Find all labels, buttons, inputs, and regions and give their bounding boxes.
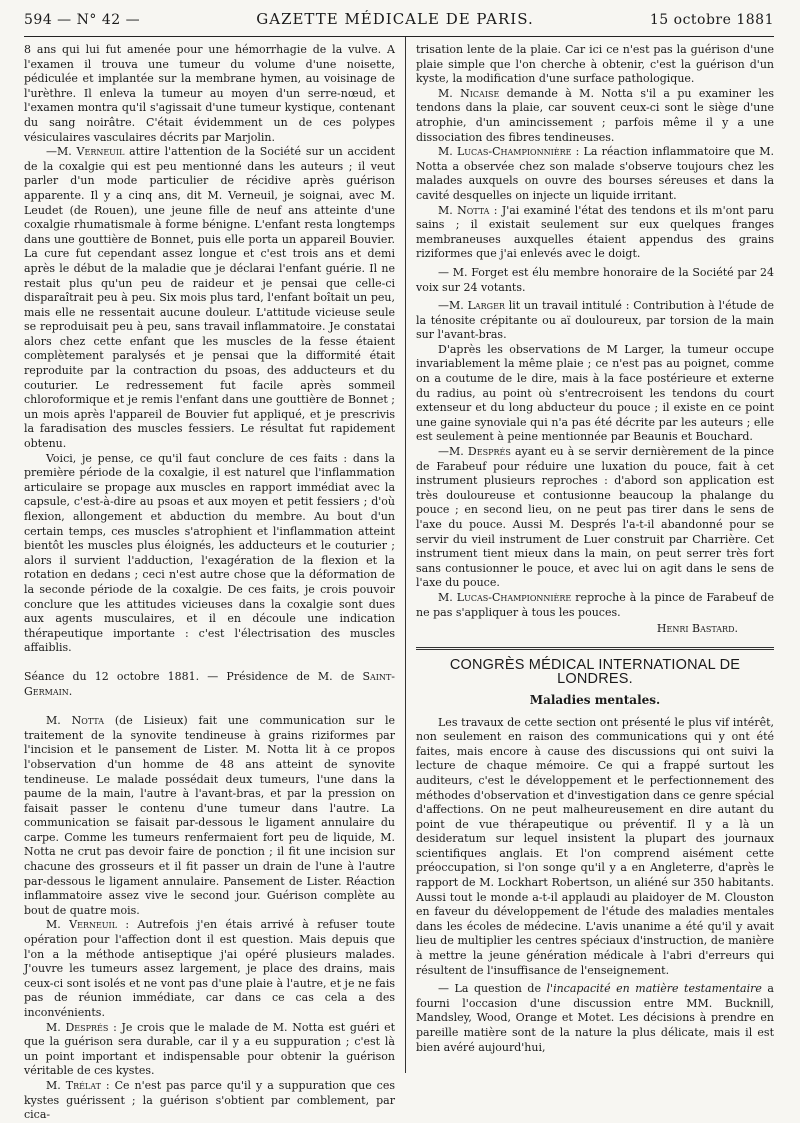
section-rule-top xyxy=(416,647,774,648)
paragraph xyxy=(416,299,774,343)
page-header xyxy=(24,10,774,32)
paragraph: Les travaux de cette section ont présenté le plus vif intérêt, non seulement en raison des communications qui y ont été faites, mais encore à cause des discussions qui ont suivi la lecture de chaque mémoire. Ce qui a frappé surtout les auditeurs, c'est le développement et le perfectionnement des méthodes d'observation et d'investigation dans ce genre spécial d'affections. On ne peut malheureusement en dire autant du point de vue thérapeutique ou préventif. Il y a là un desideratum sur lequel insistent la plupart des journaux scientifiques anglais. Et l'on comprend aisément cette préoccupation, si l'on songe qu'il y a en Angleterre, d'après le rapport de M. Lockhart Robertson, un aliéné sur 350 habitants. Aussi tout le monde a-t-il applaudi au plaidoyer de M. Clouston en faveur du développement de l'étude des maladies mentales dans les écoles de médecine. L'avis unanime a été qu'il y avait lieu de multiplier les centres spéciaux d'instruction, de manière à mettre la jeune génération médicale à l'abri d'erreurs qui résultent de l'insuffisance de l'enseignement. xyxy=(416,715,774,977)
paragraph xyxy=(24,145,395,451)
session-heading-text: Séance du 12 octobre 1881. — Présidence de M. de xyxy=(24,669,363,683)
paragraph-text: lit un travail intitulé : Contribution à l'étude de la ténosite crépitante ou aï douloureux, par torsion de la main sur l'avant-bras. xyxy=(416,299,774,342)
speaker-name: M. Lucas-Championnière : xyxy=(438,145,580,159)
paragraph: Voici, je pense, ce qu'il faut conclure de ces faits : dans la première période de la coxalgie, il est naturel que l'inflammation articulaire se propage aux muscles en rapport immédiat avec la capsule, c'est-à-dire au psoas et aux moyen et petit fessiers ; d'où flexion, allongement et abduction du membre. Au bout d'un certain temps, ces muscles s'atrophient et l'inflammation atteint bientôt les muscles plus éloignés, les adducteurs et le couturier ; alors il survient l'adduction, l'exagération de la flexion et la rotation en dedans ; ceci n'est autre chose que la déformation de la seconde période de la coxalgie. De ces faits, je crois pouvoir conclure que les attitudes vicieuses dans la coxalgie sont dues aux agents musculaires, et il en découle une indication thérapeutique importante : c'est l'électrisation des muscles affaiblis. xyxy=(24,451,395,655)
session-heading xyxy=(24,670,395,699)
speaker-name: —M. Larger xyxy=(438,299,505,313)
paragraph xyxy=(416,145,774,203)
speaker-name: M. Després : xyxy=(46,1020,117,1034)
paragraph xyxy=(24,1079,395,1123)
issue-date: 15 octobre 1881 xyxy=(649,12,774,28)
section-subtitle: Maladies mentales. xyxy=(529,692,661,707)
speaker-name: —M. Després xyxy=(438,445,511,459)
speaker-name: M. Notta xyxy=(46,714,104,728)
paragraph-text: demande à M. Notta s'il a pu examiner les tendons dans la plaie, car souvent ceux-ci sont le siège d'une atrophie, d'un amincissement ; parfois même il y a une dissociation des fibres tendineuses. xyxy=(416,86,775,144)
speaker-name: M. Trélat : xyxy=(46,1078,110,1092)
paragraph-text: (de Lisieux) fait une communication sur le traitement de la synovite tendineuse à grains riziformes par l'incision et le pansement de Lister. M. Notta lit à ce propos l'observation d'un homme de 48 ans atteint de synovite tendineuse. Le malade possédait deux tumeurs, l'une dans la paume de la main, l'autre à l'avant-bras, et par la pression on faisait passer le contenu d'une tumeur dans l'autre. La communication se faisait par-dessous le ligament annulaire du carpe. Comme les tumeurs renfermaient fort peu de liquide, M. Notta ne crut pas devoir faire de ponction ; il fit une incision sur chacune des grosseurs et il fit passer un drain de l'une à l'autre par-dessous le ligament annulaire. Pansement de Lister. Réaction inflammatoire assez vive le second jour. Guérison complète au bout de quatre mois. xyxy=(24,714,395,917)
paragraph xyxy=(24,918,395,1020)
paragraph-text: Autrefois j'en étais arrivé à refuser toute opération pour l'affection dont il est question. Mais depuis que l'on a la méthode antiseptique j'ai opéré plusieurs malades. J'ouvre les tumeurs assez largement, je place des drains, mais ceux-ci sont isolés et ne vont pas d'une plaie à l'autre, et je ne fais pas de réunion immédiate, car dans ce cas cela a des inconvénients. xyxy=(24,918,395,1019)
page-number: 594 — N° 42 — xyxy=(24,12,141,28)
paragraph xyxy=(24,714,395,918)
right-column xyxy=(405,37,774,1073)
emphasis-text: l'incapacité en matière testamentaire xyxy=(546,982,762,996)
paragraph: D'après les observations de M Larger, la tumeur occupe invariablement la même plaie ; ce n'est pas au poignet, comme on a coutume de le dire, mais à la face postérieure et externe du radius, au point où s'entrecroisent les tendons du court extenseur et du long abducteur du pouce ; il existe en ce point une gaine synoviale qui n'a pas été décrite par les auteurs ; elle est seulement à peine mentionnée par Beaunis et Bouchard. xyxy=(416,342,774,444)
paragraph xyxy=(416,591,774,620)
paragraph: 8 ans qui lui fut amenée pour une hémorrhagie de la vulve. A l'examen il trouva une tumeur du volume d'une noisette, pédiculée et implantée sur la membrane hymen, au voisinage de l'urèthre. Il enleva la tumeur au moyen d'un serre-nœud, et l'examen montra qu'il s'agissait d'une tumeur kystique, contenant du sang noirâtre. C'était évidemment un de ces polypes vésiculaires vasculaires décrits par Marjolin. xyxy=(24,43,395,144)
journal-title: GAZETTE MÉDICALE DE PARIS. xyxy=(256,10,534,28)
paragraph xyxy=(416,445,774,591)
speaker-name: M. Verneuil : xyxy=(46,918,130,932)
paragraph-text: attire l'attention de la Société sur un accident de la coxalgie qui est peu mentionné dans les auteurs ; il veut parler d'un mode particulier de récidive après guérison apparente. Il y a cinq ans, dit M. Verneuil, je soignai, avec M. Leudet (de Rouen), une jeune fille de neuf ans atteinte d'une coxalgie rhumatismale à forme bénigne. L'enfant resta longtemps dans une gouttière de Bonnet, puis elle porta un appareil Bouvier. La cure fut cependant assez longue et c'est trois ans et demi après le début de la maladie que je déclarai l'enfant guérie. Il ne restait plus qu'un peu de raideur et je pensai que celle-ci disparaîtrait peu à peu. Six mois plus tard, l'enfant boîtait un peu, mais elle ne ressentait aucune douleur. L'attitude vicieuse seule se reproduisait peu à peu, sans travail inflammatoire. Je constatai alors chez cette enfant que les muscles de la fesse étaient complètement paralysés et je pensai que la difformité était reproduite par la contraction du psoas, des adducteurs et du couturier. Le redressement fut facile après sommeil chloroformique et je remis l'enfant dans une gouttière de Bonnet ; un mois après l'appareil de Bouvier fut appliqué, et je prescrivis la faradisation des muscles fessiers. Le résultat fut rapidement obtenu. xyxy=(24,145,395,451)
paragraph xyxy=(416,204,774,262)
speaker-name: M. Nicaise xyxy=(438,86,500,100)
paragraph xyxy=(416,87,774,145)
paragraph-text: reproche à la pince de Farabeuf de ne pas s'appliquer à tous les pouces. xyxy=(416,590,774,619)
paragraph-text: a fourni l'occasion d'une discussion entre MM. Bucknill, Mandsley, Wood, Orange et Motet. Les décisions à prendre en pareille matière sont de la nature la plus délicate, mais il est bien avéré aujourd'hui, xyxy=(416,982,774,1054)
speaker-name: M. Lucas-Championnière xyxy=(438,590,572,604)
spacer xyxy=(24,656,395,664)
paragraph: trisation lente de la plaie. Car ici ce n'est pas la guérison d'une plaie simple que l'on cherche à obtenir, c'est la guérison d'un kyste, la modification d'une surface pathologique. xyxy=(416,43,774,86)
paragraph xyxy=(24,1021,395,1079)
paragraph-text: J'ai examiné l'état des tendons et ils m'ont paru sains ; il existait seulement sur eux quelques franges membraneuses auxquelles étaient appendus des grains riziformes que j'ai enlevés avec le doigt. xyxy=(416,203,774,261)
left-column xyxy=(24,37,405,1122)
columns xyxy=(24,37,775,1122)
paragraph-text: Ce n'est pas parce qu'il y a suppuration que ces kystes guérissent ; la guérison s'obtient par comblement, par cica- xyxy=(24,1078,395,1122)
section-title: CONGRÈS MÉDICAL INTERNATIONAL DE LONDRES. xyxy=(449,656,741,688)
paragraph-text: ayant eu à se servir dernièrement de la pince de Farabeuf pour réduire une luxation du pouce, fait à cet instrument plusieurs reproches : d'abord son application est très douloureuse et contusionne beaucoup la phalange du pouce ; en second lieu, on ne peut pas tirer dans le sens de l'axe du pouce. Aussi M. Després l'a-t-il abandonné pour se servir du vieil instrument de Luer construit par Charrière. Cet instrument tient mieux dans la main, on peut serrer très fort sans contusionner le pouce, et avec lui on agit dans le sens de l'axe du pouce. xyxy=(416,445,775,590)
author-signature: Henri Bastard. xyxy=(656,622,738,636)
section-rule-bottom xyxy=(416,649,774,650)
speaker-name: M. Notta : xyxy=(438,203,498,217)
paragraph-text: — La question de xyxy=(438,982,547,996)
paragraph: — M. Forget est élu membre honoraire de la Société par 24 voix sur 24 votants. xyxy=(416,265,774,294)
speaker-name: —M. Verneuil xyxy=(46,145,125,159)
paragraph xyxy=(416,982,774,1055)
paragraph-text: La réaction inflammatoire que M. Notta a observée chez son malade s'observe toujours chez les malades auxquels on ouvre des bourses séreuses et dans la cavité desquelles on injecte un liquide irritant. xyxy=(416,145,774,202)
president-name: Saint-Germain. xyxy=(24,669,395,698)
paragraph-text: Je crois que le malade de M. Notta est guéri et que la guérison sera durable, car il y a eu suppuration ; c'est là un point important et indispensable pour obtenir la guérison véritable de ces kystes. xyxy=(24,1020,395,1078)
